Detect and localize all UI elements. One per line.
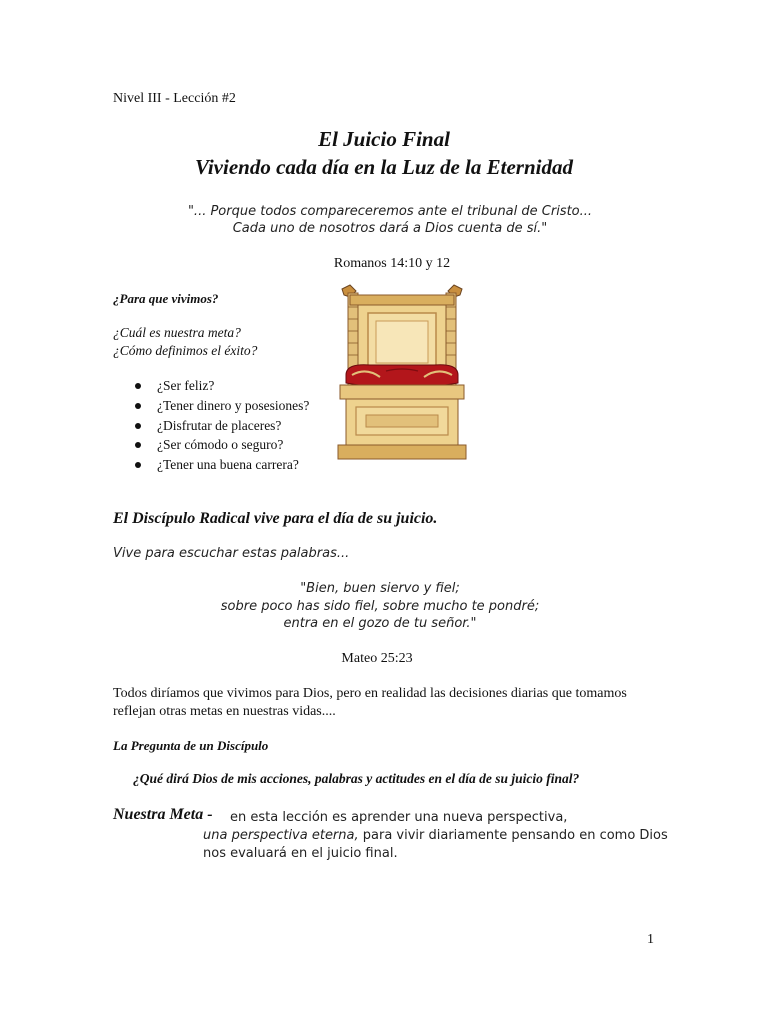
opening-quote bbox=[180, 203, 600, 237]
why-we-live-heading: ¿Para que vivimos? bbox=[113, 291, 219, 306]
bullet-icon bbox=[135, 442, 141, 448]
opening-quote-line-1: "... Porque todos compareceremos ante el tribunal de Cristo... bbox=[187, 204, 593, 219]
list-item: ¿Disfrutar de placeres? bbox=[113, 416, 309, 436]
scripture-reference: Mateo 25:23 bbox=[341, 651, 413, 666]
success-question: ¿Cómo definimos el éxito? bbox=[113, 343, 258, 358]
throne-icon bbox=[336, 283, 468, 463]
disciple-heading: El Discípulo Radical vive para el día de su juicio. bbox=[113, 510, 438, 527]
page-number: 1 bbox=[647, 932, 654, 947]
eternal-perspective: una perspectiva eterna, bbox=[203, 828, 359, 843]
title-subtitle: Viviendo cada día en la Luz de la Eternidad bbox=[194, 155, 573, 179]
list-item: ¿Ser cómodo o seguro? bbox=[113, 435, 309, 455]
list-item: ¿Ser feliz? bbox=[113, 376, 309, 396]
scripture-quote-line-3: entra en el gozo de tu señor." bbox=[283, 616, 477, 631]
scripture-quote-line-1: "Bien, buen siervo y fiel; bbox=[300, 581, 460, 596]
goal-text-line-2 bbox=[203, 828, 668, 843]
opening-quote-reference: Romanos 14:10 y 12 bbox=[333, 256, 451, 271]
bullet-list bbox=[113, 376, 309, 475]
disciple-question-label: La Pregunta de un Discípulo bbox=[113, 738, 269, 753]
goal-label: Nuestra Meta - bbox=[113, 806, 213, 823]
bullet-icon bbox=[135, 423, 141, 429]
list-item: ¿Tener una buena carrera? bbox=[113, 455, 309, 475]
page-title bbox=[0, 125, 768, 181]
goal-text-line-1: en esta lección es aprender una nueva perspectiva, bbox=[230, 810, 568, 825]
lesson-header: Nivel III - Lección #2 bbox=[113, 91, 236, 106]
bullet-icon bbox=[135, 403, 141, 409]
goal-question: ¿Cuál es nuestra meta? bbox=[113, 325, 241, 340]
bullet-icon bbox=[135, 462, 141, 468]
lives-to-hear: Vive para escuchar estas palabras... bbox=[113, 546, 350, 561]
scripture-quote bbox=[180, 580, 580, 633]
bullet-icon bbox=[135, 383, 141, 389]
list-item: ¿Tener dinero y posesiones? bbox=[113, 396, 309, 416]
goal-text-line-2-rest: para vivir diariamente pensando en como Dios bbox=[358, 828, 668, 843]
why-we-live-questions bbox=[113, 324, 257, 360]
body-paragraph: Todos diríamos que vivimos para Dios, pero en realidad las decisiones diarias que tomamos reflejan otras metas en nuestras vidas.... bbox=[113, 686, 627, 719]
title-main: El Juicio Final bbox=[318, 127, 450, 151]
disciple-question: ¿Qué dirá Dios de mis acciones, palabras y actitudes en el día de su juicio final? bbox=[133, 771, 580, 786]
goal-text-line-3: nos evaluará en el juicio final. bbox=[203, 846, 398, 861]
scripture-quote-line-2: sobre poco has sido fiel, sobre mucho te pondré; bbox=[220, 598, 540, 614]
opening-quote-line-2: Cada uno de nosotros dará a Dios cuenta de sí." bbox=[232, 221, 548, 236]
